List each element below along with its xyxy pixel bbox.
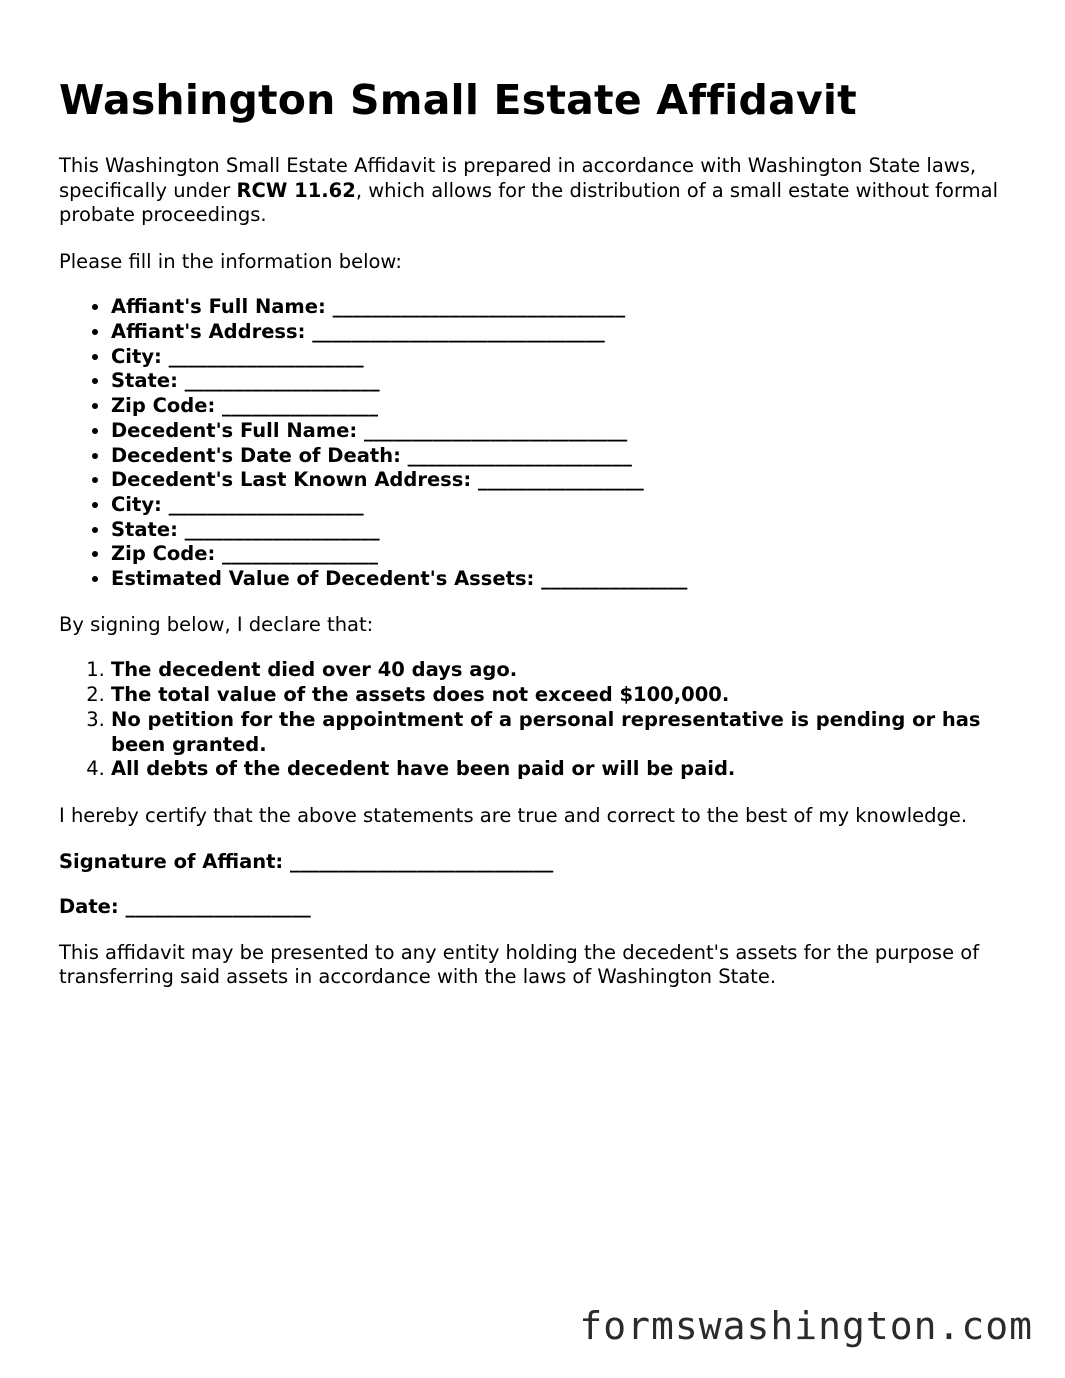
field-decedent-city[interactable]: • City: ____________________	[111, 493, 1019, 518]
declarations-list	[59, 658, 1019, 782]
intro-text-before: This Washington Small Estate Affidavit is prepared in accordance with Washington State laws, specifically under	[59, 154, 977, 202]
closing-statement: This affidavit may be presented to any entity holding the decedent's assets for the purpose of transferring said assets in accordance with the laws of Washington State.	[59, 940, 980, 989]
information-fields-list	[59, 295, 1019, 591]
intro-text-after: , which allows for the distribution of a small estate without formal probate proceedings.	[59, 178, 998, 227]
declaration-item: 2. The total value of the assets does not exceed $100,000.	[111, 683, 1019, 708]
field-affiant-zip[interactable]: • Zip Code: ________________	[111, 394, 1019, 419]
declaration-item: 4. All debts of the decedent have been paid or will be paid.	[111, 757, 1019, 782]
declaration-item: 1. The decedent died over 40 days ago.	[111, 658, 1019, 683]
field-affiant-address[interactable]: • Affiant's Address: ______________________________	[111, 320, 1019, 345]
field-decedent-address[interactable]: • Decedent's Last Known Address: _________________	[111, 468, 1019, 493]
date-field[interactable]: Date: ___________________	[59, 895, 311, 919]
field-decedent-state[interactable]: • State: ____________________	[111, 518, 1019, 543]
page-title: Washington Small Estate Affidavit	[59, 76, 857, 124]
intro-paragraph	[59, 154, 1019, 228]
field-decedent-full-name[interactable]: • Decedent's Full Name: ___________________________	[111, 419, 1019, 444]
field-decedent-date-of-death[interactable]: • Decedent's Date of Death: _______________________	[111, 444, 1019, 469]
statute-reference: RCW 11.62	[236, 178, 356, 202]
field-decedent-zip[interactable]: • Zip Code: ________________	[111, 542, 1019, 567]
field-affiant-city[interactable]: • City: ____________________	[111, 345, 1019, 370]
field-estimated-asset-value[interactable]: • Estimated Value of Decedent's Assets: _______________	[111, 567, 1019, 592]
site-watermark: formswashington.com	[579, 1304, 1033, 1348]
field-affiant-state[interactable]: • State: ____________________	[111, 369, 1019, 394]
signature-field[interactable]: Signature of Affiant: ___________________________	[59, 849, 554, 873]
field-affiant-full-name[interactable]: • Affiant's Full Name: ______________________________	[111, 295, 1019, 320]
declaration-item: 3. No petition for the appointment of a personal representative is pending or has been granted.	[111, 708, 1019, 757]
certification-statement: I hereby certify that the above statements are true and correct to the best of my knowledge.	[59, 803, 968, 827]
fill-instructions: Please fill in the information below:	[59, 249, 402, 273]
affidavit-document	[59, 70, 1019, 990]
declaration-intro: By signing below, I declare that:	[59, 612, 374, 636]
